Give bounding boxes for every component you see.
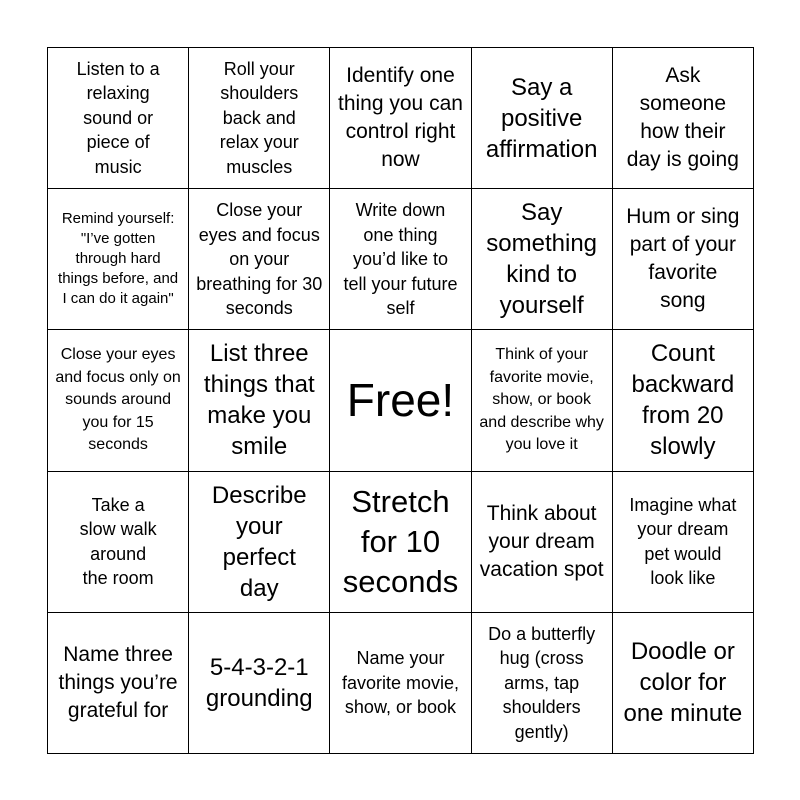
bingo-cell[interactable] <box>472 48 613 189</box>
cell-text: Say something kind to yourself <box>486 199 598 320</box>
cell-text: Imagine what your dream pet would look like <box>629 494 737 589</box>
bingo-cell[interactable] <box>330 613 471 754</box>
cell-text: Hum or sing part of your favorite song <box>626 205 740 313</box>
bingo-cell[interactable] <box>613 472 754 613</box>
cell-text: Listen to a relaxing sound or piece of music <box>76 58 160 177</box>
cell-text: Ask someone how their day is going <box>626 64 739 172</box>
cell-text: Say a positive affirmation <box>485 73 598 163</box>
cell-text: Take a slow walk around the room <box>79 494 157 589</box>
bingo-cell[interactable] <box>613 330 754 471</box>
bingo-board <box>47 47 754 754</box>
bingo-cell[interactable] <box>48 330 189 471</box>
bingo-cell[interactable] <box>48 472 189 613</box>
bingo-cell[interactable] <box>189 330 330 471</box>
cell-text: Close your eyes and focus on your breathing for 30 seconds <box>196 200 323 319</box>
bingo-cell[interactable] <box>472 613 613 754</box>
bingo-cell[interactable] <box>613 189 754 330</box>
bingo-cell[interactable] <box>48 48 189 189</box>
bingo-cell[interactable] <box>189 613 330 754</box>
cell-text: Close your eyes and focus only on sounds around you for 15 seconds <box>55 346 181 454</box>
cell-text: Doodle or color for one minute <box>623 638 743 728</box>
cell-text: Think of your favorite movie, show, or book and describe why you love it <box>479 346 604 454</box>
cell-text: List three things that make you smile <box>203 340 315 461</box>
cell-text: Identify one thing you can control right now <box>338 64 463 172</box>
bingo-cell[interactable] <box>48 613 189 754</box>
bingo-cell[interactable] <box>330 472 471 613</box>
cell-text: Describe your perfect day <box>211 481 307 602</box>
bingo-cell[interactable] <box>613 613 754 754</box>
cell-text: Name your favorite movie, show, or book <box>341 648 459 718</box>
bingo-cell[interactable] <box>613 48 754 189</box>
cell-text: 5-4-3-2-1 grounding <box>205 653 313 712</box>
free-text: Free! <box>346 374 455 427</box>
bingo-cell[interactable] <box>472 330 613 471</box>
bingo-cell[interactable] <box>189 189 330 330</box>
free-space[interactable] <box>330 330 471 471</box>
bingo-cell[interactable] <box>189 472 330 613</box>
bingo-cell[interactable] <box>189 48 330 189</box>
bingo-cell[interactable] <box>472 189 613 330</box>
bingo-cell[interactable] <box>48 189 189 330</box>
cell-text: Write down one thing you’d like to tell your future self <box>343 200 458 319</box>
bingo-cell[interactable] <box>472 472 613 613</box>
cell-text: Count backward from 20 slowly <box>631 340 735 461</box>
cell-text: Stretch for 10 seconds <box>342 483 459 599</box>
bingo-cell[interactable] <box>330 189 471 330</box>
cell-text: Roll your shoulders back and relax your muscles <box>219 58 299 177</box>
cell-text: Remind yourself: "I’ve gotten through hard things before, and I can do it again" <box>58 210 179 308</box>
cell-text: Name three things you’re grateful for <box>58 642 178 722</box>
cell-text: Think about your dream vacation spot <box>479 501 604 581</box>
cell-text: Do a butterfly hug (cross arms, tap shoulders gently) <box>488 623 596 742</box>
bingo-cell[interactable] <box>330 48 471 189</box>
